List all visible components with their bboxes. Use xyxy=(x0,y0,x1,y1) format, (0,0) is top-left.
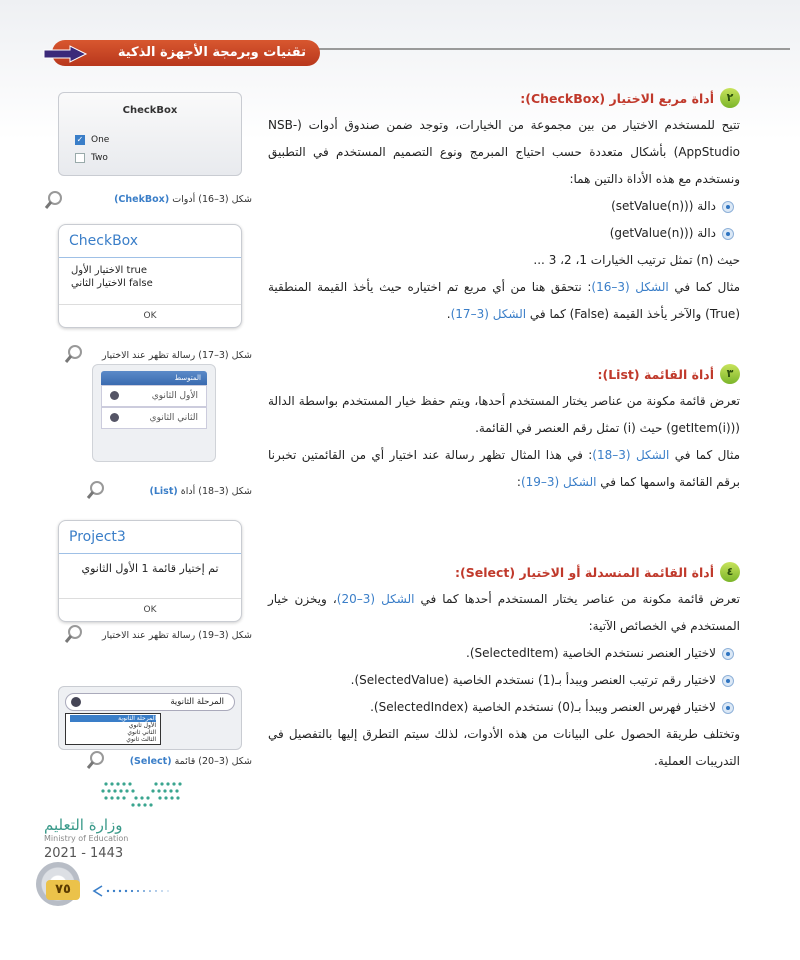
magnifier-icon xyxy=(64,344,84,364)
select-option[interactable]: الأول ثانوي xyxy=(128,722,156,729)
page-number: ٧٥ xyxy=(46,880,80,900)
magnifier-icon xyxy=(86,480,106,500)
section-heading: أداة مربع الاختيار (CheckBox): xyxy=(520,90,714,106)
bullet-item xyxy=(268,694,740,721)
chevron-right-icon xyxy=(110,413,119,422)
dialog-title: CheckBox xyxy=(59,225,241,258)
figure-caption: شكل (3–20) قائمة (Select) xyxy=(129,756,252,767)
bullet-text: لاختيار رقم ترتيب العنصر ويبدأ بـ(1) نستخدم الخاصية (SelectedValue). xyxy=(350,673,716,687)
section-title-select xyxy=(268,562,740,582)
select-option[interactable]: الثاني ثانوي xyxy=(127,729,156,736)
figure-reference: الشكل (3–17) xyxy=(450,307,527,321)
dialog-body: تم إختيار قائمة 1 الأول الثانوي xyxy=(81,562,219,575)
option-label: One xyxy=(91,135,110,145)
figure-reference: الشكل (3–19) xyxy=(520,475,597,489)
dotted-arrow-icon xyxy=(92,884,202,898)
list-item[interactable] xyxy=(101,407,207,429)
select-value: المرحلة الثانوية xyxy=(170,697,224,707)
figure-list-message xyxy=(58,520,242,622)
list-item-label: الثاني الثانوي xyxy=(149,413,198,423)
chevron-down-icon xyxy=(71,697,81,707)
ok-button[interactable]: OK xyxy=(59,598,241,621)
dialog-line: الاختيار الثاني false xyxy=(71,278,153,289)
section-number-badge: ٤ xyxy=(720,562,740,582)
bullet-text: دالة ((setValue(n)) xyxy=(611,199,716,213)
select-option[interactable]: الثالث ثانوي xyxy=(126,736,156,743)
paragraph: مثال كما في الشكل (3–18): في هذا المثال تظهر رسالة عند اختيار أي من القائمتين تخبرنا برقم القائمة واسمها كما في الشكل (3–19): xyxy=(268,448,740,489)
paragraph: وتختلف طريقة الحصول على البيانات من هذه الأدوات، لذلك سيتم التطرق إليها بالتفصيل في التدريبات العملية. xyxy=(268,727,740,768)
bullet-text: لاختيار فهرس العنصر ويبدأ بـ(0) نستخدم الخاصية (SelectedIndex). xyxy=(370,700,716,714)
checkbox-option-one[interactable] xyxy=(75,135,109,145)
figure-title: CheckBox xyxy=(122,105,178,116)
section-title-list xyxy=(268,364,740,384)
list-item-label: الأول الثانوي xyxy=(151,391,198,401)
dialog-body xyxy=(59,258,241,296)
select-dropdown[interactable] xyxy=(65,693,235,711)
figure-caption: شكل (3–16) أدوات (ChekBox) xyxy=(114,194,252,205)
arrow-icon xyxy=(40,44,88,64)
edition-year: 2021 - 1443 xyxy=(44,846,124,861)
figure-reference: الشكل (3–18) xyxy=(592,448,670,462)
bullet-text: لاختيار العنصر نستخدم الخاصية (SelectedItem). xyxy=(466,646,716,660)
figure-caption: شكل (3–18) أداة (List) xyxy=(149,486,252,497)
bullet-icon xyxy=(722,648,734,660)
figure-reference: الشكل (3–16) xyxy=(591,280,669,294)
ministry-logo-icon xyxy=(96,778,186,810)
list-item[interactable] xyxy=(101,385,207,407)
chapter-banner: تقنيات وبرمجة الأجهزة الذكية xyxy=(52,40,320,66)
bullet-icon xyxy=(722,675,734,687)
figure-caption: شكل (3–19) رسالة تظهر عند الاختيار xyxy=(102,630,252,641)
bullet-icon xyxy=(722,702,734,714)
paragraph: تعرض قائمة مكونة من عناصر يختار المستخدم أحدها، ويتم حفظ خيار المستخدم بواسطة الدالة ((getItem(i)) حيث (i) تمثل رقم العنصر في القائمة. xyxy=(268,394,740,435)
ok-button[interactable]: OK xyxy=(59,304,241,327)
checkbox-option-two[interactable] xyxy=(75,153,108,163)
section-heading: أداة القائمة (List): xyxy=(597,366,714,382)
bullet-text: دالة ((getValue(n)) xyxy=(609,226,716,240)
section-number-badge: ٢ xyxy=(720,88,740,108)
paragraph: حيث (n) تمثل ترتيب الخيارات 1، 2، 3 ... xyxy=(533,253,740,267)
figure-checkbox-tools xyxy=(58,92,242,176)
section-title-checkbox xyxy=(268,88,740,108)
ministry-name-arabic: وزارة التعليم xyxy=(44,816,123,834)
figure-reference: الشكل (3–20) xyxy=(336,592,415,606)
unchecked-icon xyxy=(75,153,85,163)
magnifier-icon xyxy=(86,750,106,770)
bullet-icon xyxy=(722,228,734,240)
magnifier-icon xyxy=(44,190,64,210)
bullet-item xyxy=(268,667,740,694)
paragraph: تعرض قائمة مكونة من عناصر يختار المستخدم أحدها كما في الشكل (3–20)، ويخزن خيار المستخدم في الخصائص الآتية: xyxy=(268,592,741,633)
figure-select-tool xyxy=(58,686,242,750)
bullet-item xyxy=(268,640,740,667)
figure-caption: شكل (3–17) رسالة تظهر عند الاختيار xyxy=(102,350,252,361)
dialog-line: الاختيار الأول true xyxy=(71,265,148,276)
list-header: المتوسط xyxy=(101,371,207,385)
bullet-item xyxy=(268,220,740,247)
bullet-icon xyxy=(722,201,734,213)
chevron-right-icon xyxy=(110,391,119,400)
paragraph: تتيح للمستخدم الاختيار من بين مجموعة من الخيارات، وتوجد ضمن صندوق أدوات (NSB-AppStudio) بأشكال متعددة حسب احتياج المبرمج ونوع التصميم المستخدم في التطبيق ونستخدم مع هذه الأداة دالتين هما: xyxy=(268,118,740,186)
section-number-badge: ٣ xyxy=(720,364,740,384)
paragraph: مثال كما في الشكل (3–16): نتحقق هنا من أي مربع تم اختياره حيث يأخذ القيمة المنطقية (True) والآخر يأخذ القيمة (False) كما في الشكل (3–17). xyxy=(268,280,741,321)
bullet-item xyxy=(268,193,740,220)
dialog-title: Project3 xyxy=(59,521,241,554)
select-options xyxy=(65,713,161,745)
main-text xyxy=(268,88,740,775)
magnifier-icon xyxy=(64,624,84,644)
select-option[interactable]: المرحلة الثانوية xyxy=(70,715,156,722)
section-heading: أداة القائمة المنسدلة أو الاختيار (Select): xyxy=(455,564,714,580)
figure-list-tool xyxy=(92,364,216,462)
option-label: Two xyxy=(91,153,108,163)
figure-checkbox-message xyxy=(58,224,242,328)
checked-icon: ✓ xyxy=(76,135,84,144)
ministry-name-english: Ministry of Education xyxy=(44,834,129,843)
